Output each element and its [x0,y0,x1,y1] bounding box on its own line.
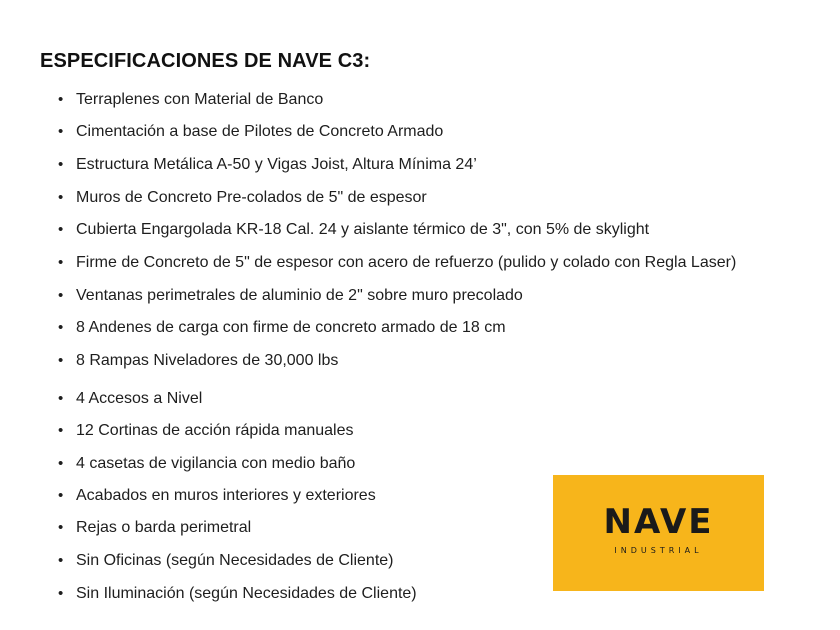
spec-item [58,188,427,208]
spec-item [58,122,443,142]
spec-item [58,318,506,338]
spec-item-text: 8 Rampas Niveladores de 30,000 lbs [76,352,339,369]
spec-item-text: 4 Accesos a Nivel [76,390,203,407]
bullet-icon: • [58,189,64,206]
spec-item [58,584,417,604]
spec-item-text: 12 Cortinas de acción rápida manuales [76,422,354,439]
spec-item-text: Sin Iluminación (según Necesidades de Cliente) [76,585,417,602]
page-title: ESPECIFICACIONES DE NAVE C3: [40,50,371,72]
spec-item [58,421,354,441]
bullet-icon: • [58,422,64,439]
bullet-icon: • [58,123,64,140]
bullet-icon: • [58,352,64,369]
spec-item [58,155,477,175]
bullet-icon: • [58,287,64,304]
spec-item-text: Cimentación a base de Pilotes de Concreto Armado [76,123,444,140]
spec-item-text: Firme de Concreto de 5" de espesor con acero de refuerzo (pulido y colado con Regla Laser) [76,254,737,271]
nave-industrial-logo [553,475,764,591]
logo-subtitle: INDUSTRIAL [614,546,703,555]
spec-item-text: 8 Andenes de carga con firme de concreto armado de 18 cm [76,319,506,336]
spec-item [58,518,251,538]
bullet-icon: • [58,91,64,108]
spec-item-text: 4 casetas de vigilancia con medio baño [76,455,356,472]
spec-item [58,286,523,306]
bullet-icon: • [58,390,64,407]
bullet-icon: • [58,455,64,472]
bullet-icon: • [58,319,64,336]
spec-item [58,551,394,571]
bullet-icon: • [58,254,64,271]
spec-item [58,486,376,506]
bullet-icon: • [58,156,64,173]
spec-item [58,454,355,474]
bullet-icon: • [58,552,64,569]
spec-item [58,253,736,273]
spec-item-text: Muros de Concreto Pre-colados de 5" de espesor [76,189,427,206]
spec-item-text: Rejas o barda perimetral [76,519,252,536]
spec-item [58,351,338,371]
spec-item [58,220,649,240]
bullet-icon: • [58,519,64,536]
bullet-icon: • [58,585,64,602]
bullet-icon: • [58,487,64,504]
spec-item [58,90,323,110]
bullet-icon: • [58,221,64,238]
spec-item-text: Cubierta Engargolada KR-18 Cal. 24 y aislante térmico de 3", con 5% de skylight [76,221,650,238]
spec-item-text: Acabados en muros interiores y exteriores [76,487,376,504]
spec-item [58,389,202,409]
spec-item-text: Estructura Metálica A-50 y Vigas Joist, Altura Mínima 24’ [76,156,477,173]
spec-item-text: Terraplenes con Material de Banco [76,91,324,108]
spec-item-text: Ventanas perimetrales de aluminio de 2" sobre muro precolado [76,287,523,304]
logo-wordmark: NAVE [603,502,714,542]
spec-item-text: Sin Oficinas (según Necesidades de Cliente) [76,552,394,569]
